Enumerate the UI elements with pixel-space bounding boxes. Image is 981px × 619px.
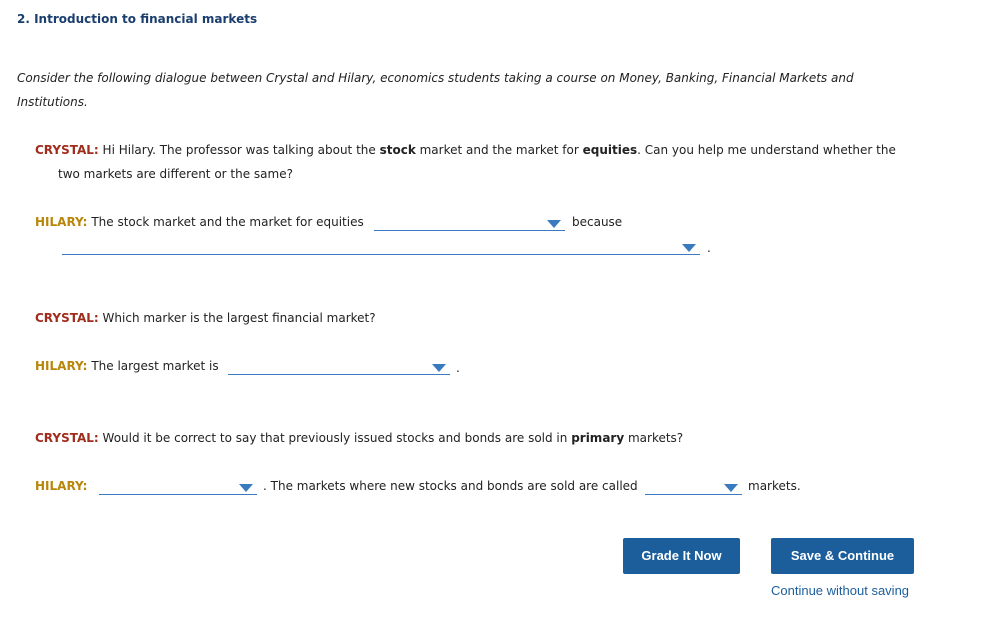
save-and-continue-button[interactable]: Save & Continue — [771, 538, 914, 574]
chevron-down-icon — [724, 484, 738, 492]
page-title: 2. Introduction to financial markets — [17, 12, 258, 26]
q1-text-c: market and the market for — [415, 143, 583, 157]
hilary-label: HILARY: — [35, 215, 88, 229]
crystal-question-2 — [35, 311, 376, 325]
hilary-label: HILARY: — [35, 359, 88, 373]
a3-text-a: . The markets where new stocks and bonds are sold are called — [263, 479, 638, 493]
q1-stock: stock — [379, 143, 416, 157]
q1-text-a: Hi Hilary. The professor was talking about the — [102, 143, 380, 157]
crystal-question-1 — [35, 143, 896, 157]
hilary-answer-2 — [35, 359, 219, 373]
intro-line-2: Institutions. — [17, 95, 88, 109]
intro-line-1: Consider the following dialogue between Crystal and Hilary, economics students taking a course on Money, Banking, Financial Markets and — [17, 71, 854, 85]
chevron-down-icon — [682, 244, 696, 252]
crystal-label: CRYSTAL: — [35, 143, 99, 157]
q3-text-c: markets? — [624, 431, 684, 445]
a1-text-a: The stock market and the market for equities — [91, 215, 364, 229]
a1-because: because — [572, 215, 623, 229]
chevron-down-icon — [432, 364, 446, 372]
hilary-label: HILARY: — [35, 479, 88, 493]
q2-text: Which marker is the largest financial market? — [102, 311, 376, 325]
answer-3-dropdown-b[interactable] — [645, 480, 742, 495]
q1-equities: equities — [582, 143, 638, 157]
a2-period: . — [456, 361, 460, 375]
answer-2-dropdown[interactable] — [228, 360, 450, 375]
chevron-down-icon — [239, 484, 253, 492]
q3-text-a: Would it be correct to say that previously issued stocks and bonds are sold in — [102, 431, 572, 445]
answer-1-dropdown-a[interactable] — [374, 216, 565, 231]
crystal-label: CRYSTAL: — [35, 431, 99, 445]
hilary-answer-3-label — [35, 479, 87, 493]
a1-period: . — [707, 241, 711, 255]
q1-text-e: . Can you help me understand whether the — [637, 143, 896, 157]
hilary-answer-1 — [35, 215, 364, 229]
a2-text-a: The largest market is — [91, 359, 219, 373]
grade-it-now-button[interactable]: Grade It Now — [623, 538, 740, 574]
answer-1-dropdown-b[interactable] — [62, 240, 700, 255]
chevron-down-icon — [547, 220, 561, 228]
answer-3-dropdown-a[interactable] — [99, 480, 257, 495]
crystal-question-3 — [35, 431, 683, 445]
q3-primary: primary — [571, 431, 625, 445]
crystal-label: CRYSTAL: — [35, 311, 99, 325]
continue-without-saving-link[interactable]: Continue without saving — [771, 583, 910, 598]
a3-text-b: markets. — [748, 479, 801, 493]
crystal-question-1-cont: two markets are different or the same? — [58, 167, 293, 181]
